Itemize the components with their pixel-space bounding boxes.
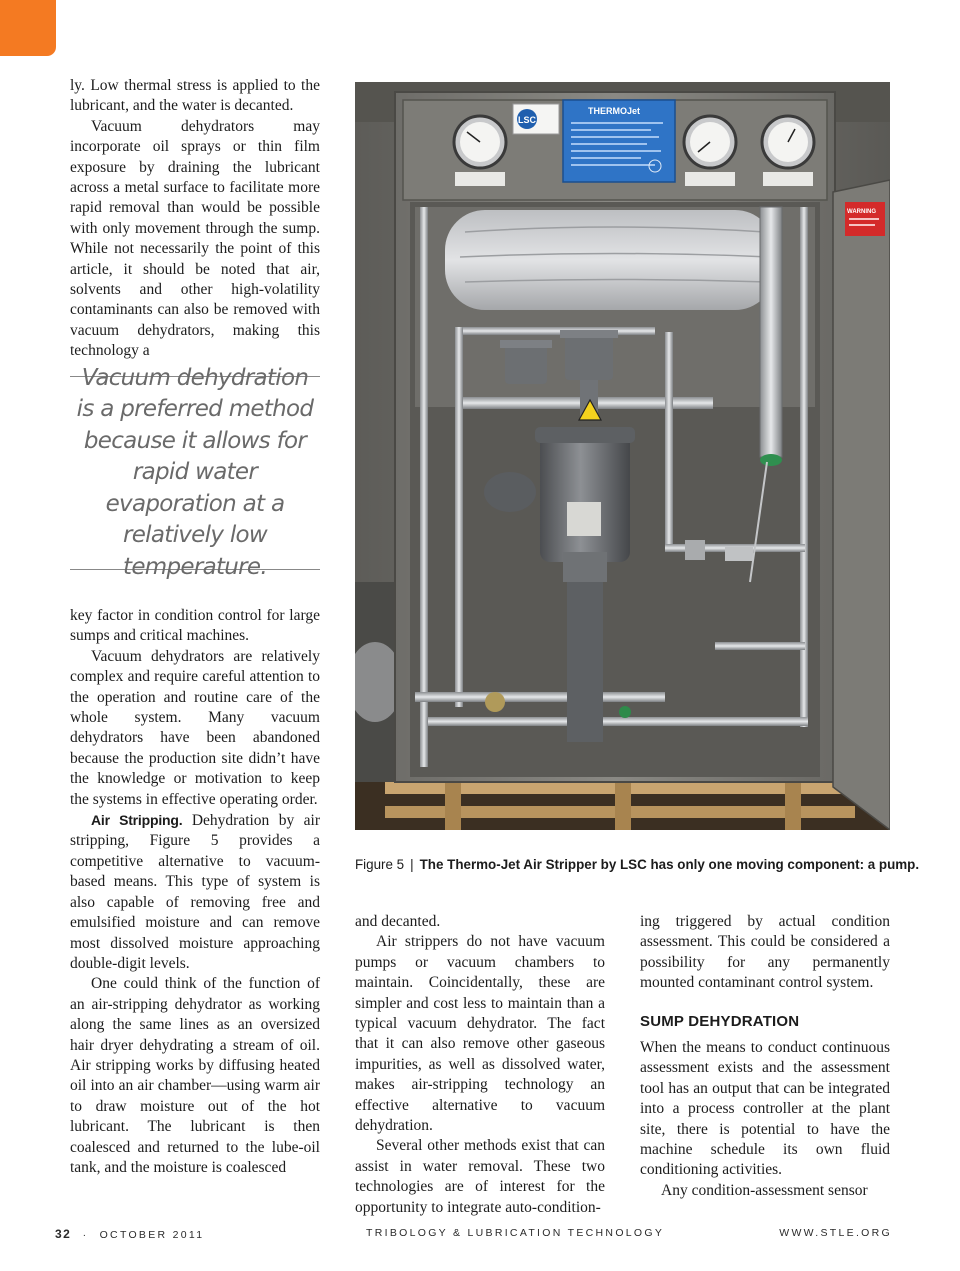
pull-quote-text: Vacuum dehydration is a preferred method because it allows for rapid water evaporation at a relatively low temperature. [76,364,314,580]
air-stripper-illustration [355,82,890,830]
paragraph: One could think of the function of an air-stripping dehydrator as working along the same lines as an oversized hair dryer dehydrating a stream of oil. Air stripping works by diffusing heated oil into an air chamber—using warm air to draw moisture out of the hot lubricant. The lubricant is then coalesced and returned to the lube-oil tank, and the moisture is coalesced [70,975,320,1176]
right-column [640,912,890,1201]
left-column-bottom [70,606,320,1178]
paragraph: and decanted. [355,913,441,930]
pull-quote [70,364,320,580]
paragraph: Air strippers do not have vacuum pumps or vacuum chambers to maintain. Coincidentally, these are simpler and cost less to maintain than a typical vacuum dehydrator. The fact that it can also remove other gaseous impurities, as well as dissolved water, makes air-stripping technology an effective alternative to vacuum dehydration. [355,933,605,1135]
thermojet-nameplate [563,100,675,182]
corner-tab-marker [0,0,56,56]
paragraph: Any condition-assessment sensor [661,1181,868,1199]
lsc-logo-label [513,104,559,134]
page-number: 32 [55,1227,72,1241]
figure-label: Figure 5 [355,857,405,872]
paragraph: Vacuum dehydrators may incorporate oil sprays or thin film exposure by draining the lubricant across a metal surface to facilitate more rapid removal than would be possible with only movement through the sump. While not necessarily the point of this article, it should be noted that air, solvents and other high-volatility contaminants can also be removed with vacuum dehydrators, making this technology a [70,117,320,360]
warning-label-text: WARNING [847,209,876,215]
caption-text: The Thermo-Jet Air Stripper by LSC has only one moving component: a pump. [419,857,920,872]
warning-label [845,202,885,236]
issue-date: OCTOBER 2011 [99,1229,205,1241]
footer-publication: TRIBOLOGY & LUBRICATION TECHNOLOGY [366,1227,665,1239]
footer-dot: · [82,1229,89,1241]
paragraph: ly. Low thermal stress is applied to the lubricant, and the water is decanted. [70,77,320,115]
paragraph-text: Dehydration by air stripping, Figure 5 provides a competitive alternative to vacuum-based means. This type of system is also capable of removing free and emulsified moisture and can remove most dissolved moisture approaching double-digit levels. [70,812,320,972]
pressure-gauge-middle [684,116,736,168]
nameplate-title: THERMOJet [588,106,641,116]
paragraph: key factor in condition control for large sumps and critical machines. [70,607,320,645]
insulated-tank [445,210,775,310]
logo-text: LSC [518,115,536,125]
figure-5-photo [355,82,890,830]
section-heading: SUMP DEHYDRATION [640,1012,800,1030]
paragraph: When the means to conduct continuous assessment exists and the assessment tool has an output that can be integrated into a process controller at the plant site, there is potential to have the machine schedule its own fluid conditioning activities. [640,1039,890,1179]
paragraph: ing triggered by actual condition assessment. This could be considered a possibility for any permanently mounted contaminant control system. [640,913,890,992]
left-column-top [70,76,320,362]
paragraph: Several other methods exist that can assist in water removal. These two technologies are of interest for the opportunity to integrate auto-condition- [355,1137,605,1216]
footer-website-link[interactable]: WWW.STLE.ORG [779,1227,892,1239]
footer-page-info [55,1227,204,1241]
middle-column [355,912,605,1218]
figure-caption [355,857,920,872]
pressure-gauge-right [762,116,814,168]
paragraph [70,810,320,974]
paragraph: Vacuum dehydrators are relatively complex and require careful attention to the operation and routine care of the whole system. Many vacuum dehydrators have been abandoned because the production site didn’t have the knowledge or motivation to keep the systems in effective operating order. [70,647,320,808]
pressure-gauge-left [454,116,506,168]
caption-separator: | [410,857,414,872]
run-in-heading: Air Stripping. [91,812,183,829]
